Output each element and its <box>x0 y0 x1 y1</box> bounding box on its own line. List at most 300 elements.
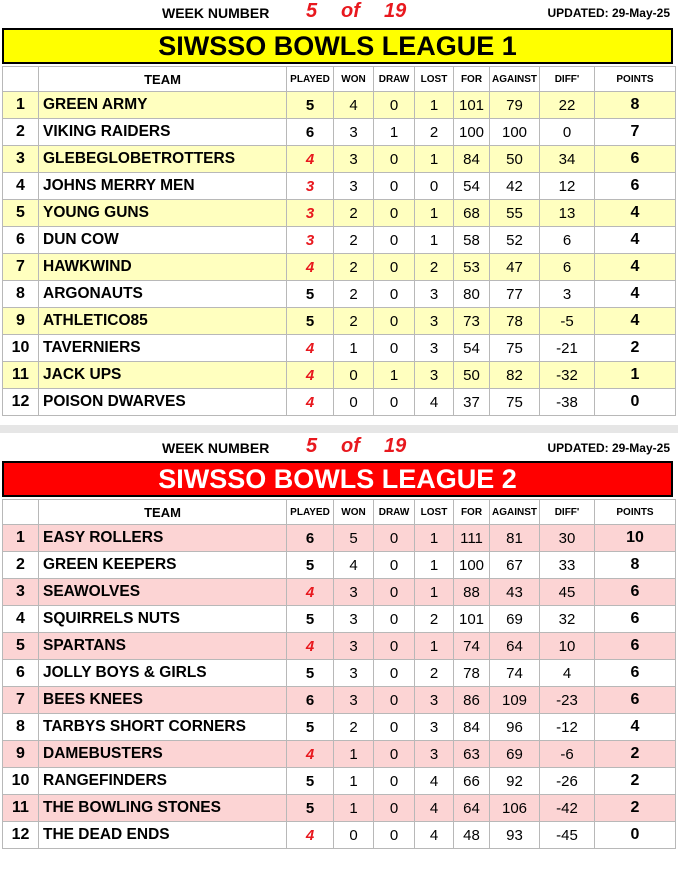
week-number-label: WEEK NUMBER <box>162 5 270 21</box>
draw-cell: 1 <box>374 362 415 389</box>
diff-cell: -21 <box>540 335 595 362</box>
position-cell: 11 <box>3 795 39 822</box>
header-for[interactable]: FOR <box>454 500 490 525</box>
points-cell: 2 <box>595 335 676 362</box>
lost-cell: 3 <box>415 362 454 389</box>
lost-cell: 2 <box>415 606 454 633</box>
table-row[interactable] <box>3 579 676 606</box>
against-cell: 75 <box>490 335 540 362</box>
draw-cell: 0 <box>374 200 415 227</box>
won-cell: 5 <box>334 525 374 552</box>
for-cell: 64 <box>454 795 490 822</box>
team-cell: GLEBEGLOBETROTTERS <box>39 146 287 173</box>
lost-cell: 1 <box>415 92 454 119</box>
for-cell: 58 <box>454 227 490 254</box>
draw-cell: 0 <box>374 146 415 173</box>
header-played[interactable]: PLAYED <box>287 67 334 92</box>
table-row[interactable] <box>3 660 676 687</box>
diff-cell: -45 <box>540 822 595 849</box>
diff-cell: 45 <box>540 579 595 606</box>
team-cell: DUN COW <box>39 227 287 254</box>
header-points[interactable]: POINTS <box>595 500 676 525</box>
draw-cell: 0 <box>374 552 415 579</box>
position-cell: 6 <box>3 227 39 254</box>
lost-cell: 1 <box>415 525 454 552</box>
won-cell: 4 <box>334 552 374 579</box>
diff-cell: 32 <box>540 606 595 633</box>
for-cell: 80 <box>454 281 490 308</box>
header-played[interactable]: PLAYED <box>287 500 334 525</box>
position-cell: 12 <box>3 822 39 849</box>
lost-cell: 4 <box>415 795 454 822</box>
table-row[interactable] <box>3 173 676 200</box>
draw-cell: 0 <box>374 281 415 308</box>
played-cell: 3 <box>287 200 334 227</box>
won-cell: 2 <box>334 281 374 308</box>
won-cell: 3 <box>334 633 374 660</box>
team-cell: TARBYS SHORT CORNERS <box>39 714 287 741</box>
points-cell: 2 <box>595 768 676 795</box>
points-cell: 6 <box>595 633 676 660</box>
played-cell: 4 <box>287 633 334 660</box>
for-cell: 111 <box>454 525 490 552</box>
played-cell: 5 <box>287 660 334 687</box>
points-cell: 6 <box>595 579 676 606</box>
header-position <box>3 500 39 525</box>
played-cell: 5 <box>287 92 334 119</box>
header-lost[interactable]: LOST <box>415 67 454 92</box>
played-cell: 6 <box>287 525 334 552</box>
played-cell: 5 <box>287 714 334 741</box>
points-cell: 4 <box>595 308 676 335</box>
position-cell: 12 <box>3 389 39 416</box>
for-cell: 37 <box>454 389 490 416</box>
updated-date: UPDATED: 29-May-25 <box>547 441 670 455</box>
position-cell: 11 <box>3 362 39 389</box>
points-cell: 6 <box>595 660 676 687</box>
table-row[interactable] <box>3 362 676 389</box>
for-cell: 88 <box>454 579 490 606</box>
table-row[interactable] <box>3 714 676 741</box>
played-cell: 6 <box>287 119 334 146</box>
week-number-label: WEEK NUMBER <box>162 440 270 456</box>
header-diff[interactable]: DIFF' <box>540 500 595 525</box>
header-won[interactable]: WON <box>334 67 374 92</box>
won-cell: 1 <box>334 741 374 768</box>
against-cell: 106 <box>490 795 540 822</box>
won-cell: 3 <box>334 606 374 633</box>
won-cell: 1 <box>334 795 374 822</box>
against-cell: 42 <box>490 173 540 200</box>
points-cell: 7 <box>595 119 676 146</box>
position-cell: 5 <box>3 200 39 227</box>
against-cell: 69 <box>490 741 540 768</box>
position-cell: 10 <box>3 335 39 362</box>
won-cell: 2 <box>334 227 374 254</box>
played-cell: 3 <box>287 173 334 200</box>
team-cell: JOHNS MERRY MEN <box>39 173 287 200</box>
position-cell: 1 <box>3 92 39 119</box>
won-cell: 4 <box>334 92 374 119</box>
diff-cell: 30 <box>540 525 595 552</box>
against-cell: 79 <box>490 92 540 119</box>
team-cell: RANGEFINDERS <box>39 768 287 795</box>
section-divider <box>0 425 678 433</box>
draw-cell: 1 <box>374 119 415 146</box>
points-cell: 0 <box>595 389 676 416</box>
against-cell: 67 <box>490 552 540 579</box>
won-cell: 0 <box>334 389 374 416</box>
won-cell: 2 <box>334 254 374 281</box>
lost-cell: 3 <box>415 308 454 335</box>
draw-cell: 0 <box>374 389 415 416</box>
team-cell: ARGONAUTS <box>39 281 287 308</box>
header-draw[interactable]: DRAW <box>374 500 415 525</box>
week-current: 5 <box>306 435 318 457</box>
won-cell: 2 <box>334 308 374 335</box>
table-row[interactable] <box>3 687 676 714</box>
played-cell: 4 <box>287 362 334 389</box>
played-cell: 4 <box>287 254 334 281</box>
lost-cell: 4 <box>415 389 454 416</box>
points-cell: 2 <box>595 795 676 822</box>
header-draw[interactable]: DRAW <box>374 67 415 92</box>
lost-cell: 2 <box>415 660 454 687</box>
header-for[interactable]: FOR <box>454 67 490 92</box>
team-cell: HAWKWIND <box>39 254 287 281</box>
position-cell: 3 <box>3 579 39 606</box>
for-cell: 101 <box>454 92 490 119</box>
for-cell: 84 <box>454 146 490 173</box>
team-cell: SQUIRRELS NUTS <box>39 606 287 633</box>
team-cell: POISON DWARVES <box>39 389 287 416</box>
played-cell: 4 <box>287 335 334 362</box>
against-cell: 100 <box>490 119 540 146</box>
won-cell: 0 <box>334 822 374 849</box>
table-row[interactable] <box>3 119 676 146</box>
league2-week-bar <box>0 435 678 461</box>
team-cell: GREEN KEEPERS <box>39 552 287 579</box>
team-cell: VIKING RAIDERS <box>39 119 287 146</box>
diff-cell: -6 <box>540 741 595 768</box>
played-cell: 4 <box>287 579 334 606</box>
diff-cell: 6 <box>540 227 595 254</box>
table-row[interactable] <box>3 389 676 416</box>
won-cell: 3 <box>334 119 374 146</box>
points-cell: 8 <box>595 92 676 119</box>
played-cell: 4 <box>287 146 334 173</box>
diff-cell: -23 <box>540 687 595 714</box>
points-cell: 6 <box>595 173 676 200</box>
draw-cell: 0 <box>374 768 415 795</box>
played-cell: 5 <box>287 606 334 633</box>
diff-cell: 6 <box>540 254 595 281</box>
played-cell: 4 <box>287 389 334 416</box>
for-cell: 101 <box>454 606 490 633</box>
against-cell: 75 <box>490 389 540 416</box>
table-row[interactable] <box>3 552 676 579</box>
diff-cell: 34 <box>540 146 595 173</box>
table-row[interactable] <box>3 606 676 633</box>
played-cell: 4 <box>287 741 334 768</box>
for-cell: 48 <box>454 822 490 849</box>
diff-cell: -12 <box>540 714 595 741</box>
draw-cell: 0 <box>374 579 415 606</box>
team-cell: JOLLY BOYS & GIRLS <box>39 660 287 687</box>
won-cell: 2 <box>334 200 374 227</box>
points-cell: 8 <box>595 552 676 579</box>
against-cell: 109 <box>490 687 540 714</box>
lost-cell: 1 <box>415 200 454 227</box>
diff-cell: -42 <box>540 795 595 822</box>
points-cell: 2 <box>595 741 676 768</box>
draw-cell: 0 <box>374 687 415 714</box>
diff-cell: 4 <box>540 660 595 687</box>
table-row[interactable] <box>3 795 676 822</box>
against-cell: 64 <box>490 633 540 660</box>
lost-cell: 1 <box>415 633 454 660</box>
points-cell: 4 <box>595 281 676 308</box>
table-row[interactable] <box>3 308 676 335</box>
for-cell: 53 <box>454 254 490 281</box>
for-cell: 63 <box>454 741 490 768</box>
played-cell: 5 <box>287 308 334 335</box>
header-row <box>3 500 676 525</box>
draw-cell: 0 <box>374 335 415 362</box>
position-cell: 3 <box>3 146 39 173</box>
for-cell: 84 <box>454 714 490 741</box>
team-cell: SPARTANS <box>39 633 287 660</box>
won-cell: 2 <box>334 714 374 741</box>
won-cell: 3 <box>334 687 374 714</box>
for-cell: 54 <box>454 335 490 362</box>
position-cell: 9 <box>3 308 39 335</box>
table-row[interactable] <box>3 525 676 552</box>
position-cell: 2 <box>3 119 39 146</box>
draw-cell: 0 <box>374 92 415 119</box>
for-cell: 68 <box>454 200 490 227</box>
points-cell: 0 <box>595 822 676 849</box>
table-row[interactable] <box>3 146 676 173</box>
lost-cell: 2 <box>415 119 454 146</box>
lost-cell: 4 <box>415 822 454 849</box>
lost-cell: 3 <box>415 281 454 308</box>
header-position <box>3 67 39 92</box>
table-row[interactable] <box>3 768 676 795</box>
against-cell: 74 <box>490 660 540 687</box>
points-cell: 10 <box>595 525 676 552</box>
played-cell: 3 <box>287 227 334 254</box>
for-cell: 50 <box>454 362 490 389</box>
table-row[interactable] <box>3 335 676 362</box>
position-cell: 1 <box>3 525 39 552</box>
league2-title: SIWSSO BOWLS LEAGUE 2 <box>2 461 673 497</box>
lost-cell: 1 <box>415 552 454 579</box>
draw-cell: 0 <box>374 741 415 768</box>
lost-cell: 0 <box>415 173 454 200</box>
position-cell: 10 <box>3 768 39 795</box>
diff-cell: 0 <box>540 119 595 146</box>
against-cell: 81 <box>490 525 540 552</box>
diff-cell: 10 <box>540 633 595 660</box>
updated-date: UPDATED: 29-May-25 <box>547 6 670 20</box>
diff-cell: 22 <box>540 92 595 119</box>
header-against[interactable]: AGAINST <box>490 67 540 92</box>
table-row[interactable] <box>3 227 676 254</box>
header-team[interactable]: TEAM <box>39 500 287 525</box>
diff-cell: 33 <box>540 552 595 579</box>
header-row <box>3 67 676 92</box>
against-cell: 47 <box>490 254 540 281</box>
position-cell: 2 <box>3 552 39 579</box>
draw-cell: 0 <box>374 633 415 660</box>
points-cell: 1 <box>595 362 676 389</box>
team-cell: SEAWOLVES <box>39 579 287 606</box>
played-cell: 5 <box>287 552 334 579</box>
header-points[interactable]: POINTS <box>595 67 676 92</box>
diff-cell: -26 <box>540 768 595 795</box>
for-cell: 66 <box>454 768 490 795</box>
against-cell: 78 <box>490 308 540 335</box>
draw-cell: 0 <box>374 227 415 254</box>
lost-cell: 4 <box>415 768 454 795</box>
against-cell: 52 <box>490 227 540 254</box>
team-cell: JACK UPS <box>39 362 287 389</box>
played-cell: 5 <box>287 795 334 822</box>
table-row[interactable] <box>3 254 676 281</box>
team-cell: BEES KNEES <box>39 687 287 714</box>
week-total: 19 <box>384 435 407 457</box>
league1-title: SIWSSO BOWLS LEAGUE 1 <box>2 28 673 64</box>
week-current: 5 <box>306 0 318 22</box>
lost-cell: 2 <box>415 254 454 281</box>
position-cell: 8 <box>3 281 39 308</box>
for-cell: 73 <box>454 308 490 335</box>
won-cell: 1 <box>334 768 374 795</box>
team-cell: EASY ROLLERS <box>39 525 287 552</box>
won-cell: 3 <box>334 660 374 687</box>
against-cell: 55 <box>490 200 540 227</box>
draw-cell: 0 <box>374 714 415 741</box>
for-cell: 100 <box>454 119 490 146</box>
week-total: 19 <box>384 0 407 22</box>
header-team[interactable]: TEAM <box>39 67 287 92</box>
won-cell: 3 <box>334 579 374 606</box>
draw-cell: 0 <box>374 254 415 281</box>
lost-cell: 3 <box>415 714 454 741</box>
table-row[interactable] <box>3 92 676 119</box>
for-cell: 86 <box>454 687 490 714</box>
played-cell: 5 <box>287 281 334 308</box>
against-cell: 93 <box>490 822 540 849</box>
week-of: of <box>341 0 360 22</box>
team-cell: DAMEBUSTERS <box>39 741 287 768</box>
won-cell: 3 <box>334 146 374 173</box>
points-cell: 6 <box>595 687 676 714</box>
table-row[interactable] <box>3 281 676 308</box>
for-cell: 54 <box>454 173 490 200</box>
table-row[interactable] <box>3 633 676 660</box>
draw-cell: 0 <box>374 660 415 687</box>
draw-cell: 0 <box>374 606 415 633</box>
against-cell: 77 <box>490 281 540 308</box>
against-cell: 82 <box>490 362 540 389</box>
header-lost[interactable]: LOST <box>415 500 454 525</box>
against-cell: 92 <box>490 768 540 795</box>
team-cell: TAVERNIERS <box>39 335 287 362</box>
position-cell: 9 <box>3 741 39 768</box>
team-cell: THE DEAD ENDS <box>39 822 287 849</box>
played-cell: 6 <box>287 687 334 714</box>
points-cell: 4 <box>595 200 676 227</box>
diff-cell: 12 <box>540 173 595 200</box>
league1-week-bar <box>0 0 678 26</box>
table-row[interactable] <box>3 200 676 227</box>
diff-cell: 3 <box>540 281 595 308</box>
lost-cell: 3 <box>415 687 454 714</box>
header-diff[interactable]: DIFF' <box>540 67 595 92</box>
points-cell: 6 <box>595 606 676 633</box>
for-cell: 78 <box>454 660 490 687</box>
position-cell: 5 <box>3 633 39 660</box>
header-won[interactable]: WON <box>334 500 374 525</box>
against-cell: 96 <box>490 714 540 741</box>
for-cell: 100 <box>454 552 490 579</box>
draw-cell: 0 <box>374 525 415 552</box>
played-cell: 4 <box>287 822 334 849</box>
diff-cell: 13 <box>540 200 595 227</box>
position-cell: 4 <box>3 173 39 200</box>
table-row[interactable] <box>3 741 676 768</box>
won-cell: 3 <box>334 173 374 200</box>
position-cell: 8 <box>3 714 39 741</box>
league1-table <box>2 66 676 416</box>
diff-cell: -5 <box>540 308 595 335</box>
team-cell: ATHLETICO85 <box>39 308 287 335</box>
for-cell: 74 <box>454 633 490 660</box>
position-cell: 7 <box>3 687 39 714</box>
position-cell: 7 <box>3 254 39 281</box>
team-cell: YOUNG GUNS <box>39 200 287 227</box>
lost-cell: 1 <box>415 227 454 254</box>
diff-cell: -38 <box>540 389 595 416</box>
points-cell: 6 <box>595 146 676 173</box>
draw-cell: 0 <box>374 308 415 335</box>
points-cell: 4 <box>595 254 676 281</box>
against-cell: 43 <box>490 579 540 606</box>
lost-cell: 3 <box>415 335 454 362</box>
diff-cell: -32 <box>540 362 595 389</box>
team-cell: THE BOWLING STONES <box>39 795 287 822</box>
draw-cell: 0 <box>374 822 415 849</box>
week-of: of <box>341 435 360 457</box>
table-row[interactable] <box>3 822 676 849</box>
won-cell: 1 <box>334 335 374 362</box>
against-cell: 69 <box>490 606 540 633</box>
draw-cell: 0 <box>374 173 415 200</box>
league2-table <box>2 499 676 849</box>
points-cell: 4 <box>595 227 676 254</box>
header-against[interactable]: AGAINST <box>490 500 540 525</box>
draw-cell: 0 <box>374 795 415 822</box>
position-cell: 6 <box>3 660 39 687</box>
position-cell: 4 <box>3 606 39 633</box>
against-cell: 50 <box>490 146 540 173</box>
lost-cell: 1 <box>415 579 454 606</box>
lost-cell: 1 <box>415 146 454 173</box>
team-cell: GREEN ARMY <box>39 92 287 119</box>
points-cell: 4 <box>595 714 676 741</box>
